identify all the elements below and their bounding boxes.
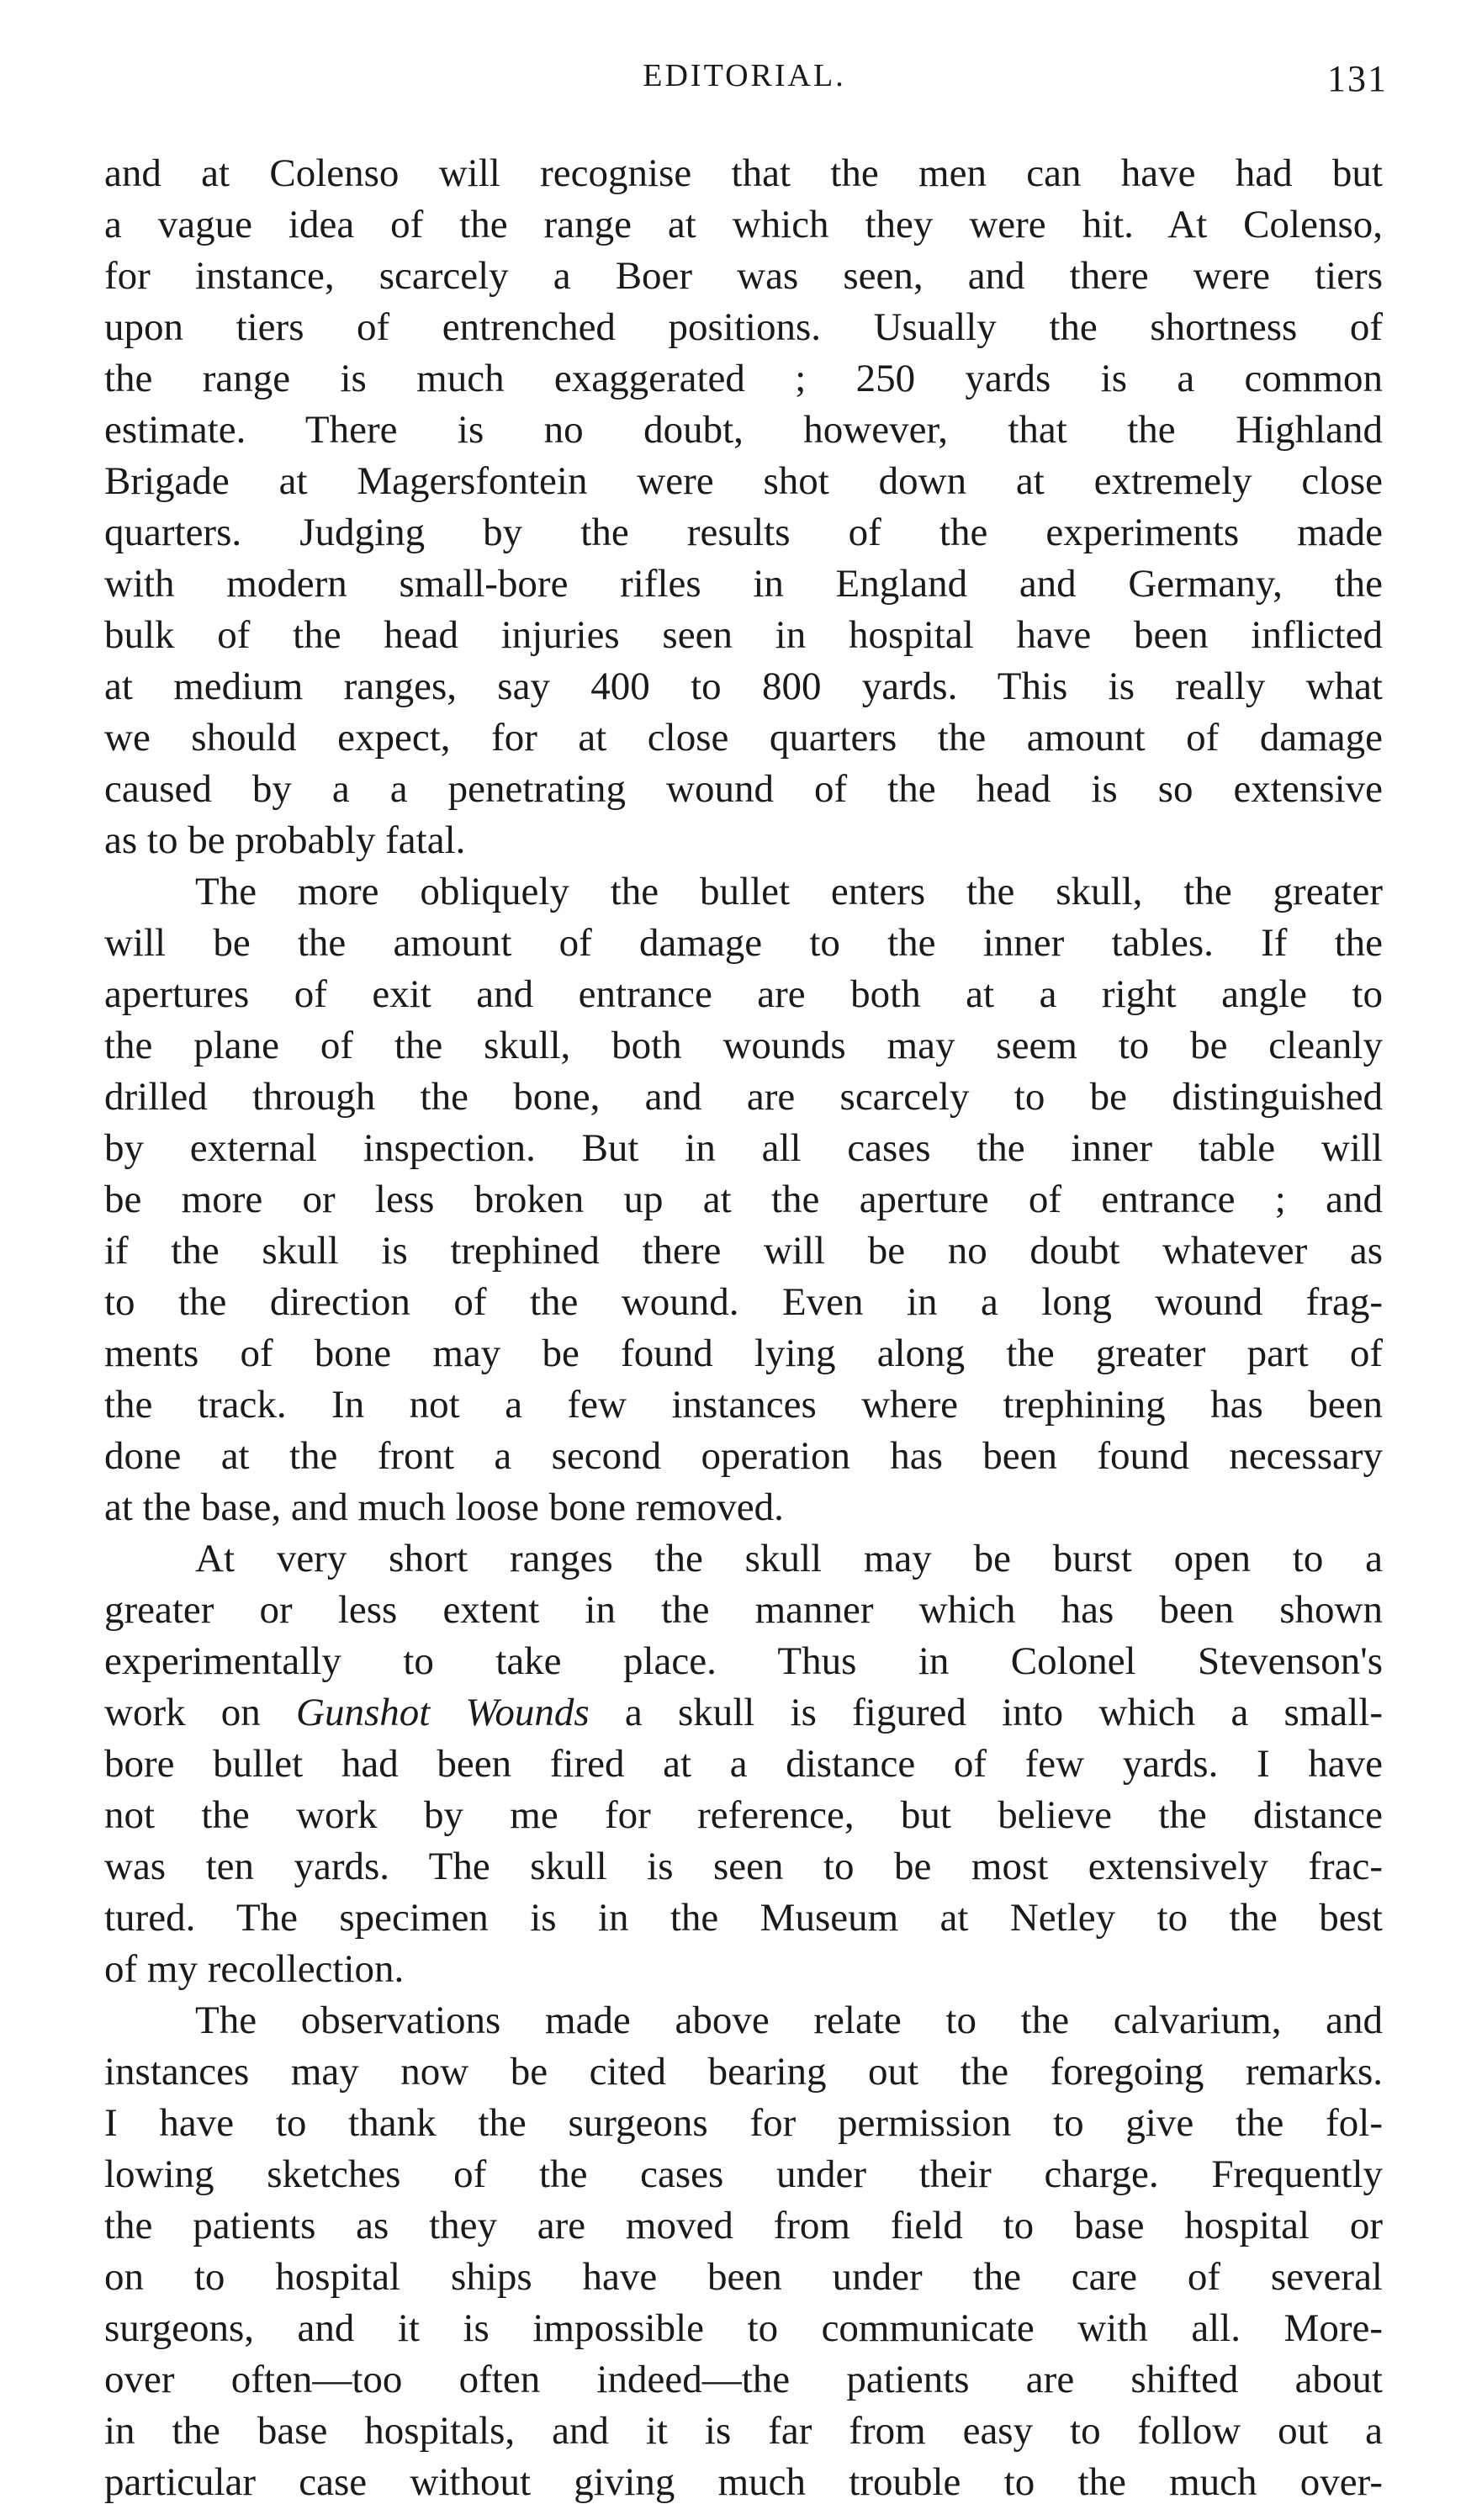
text-line: surgeons, and it is impossible to communicate with all. More- <box>104 2306 1383 2350</box>
text-line: be more or less broken up at the aperture of entrance ; and <box>104 1178 1383 1221</box>
text-line: will be the amount of damage to the inner tables. If the <box>104 921 1383 965</box>
text-line: at the base, and much loose bone removed. <box>104 1485 784 1529</box>
text-line: lowing sketches of the cases under their charge. Frequently <box>104 2152 1383 2196</box>
text-line: the range is much exaggerated ; 250 yards is a common <box>104 357 1383 400</box>
text-line: instances may now be cited bearing out the foregoing remarks. <box>104 2050 1383 2094</box>
paragraph-4 <box>104 1995 1383 2508</box>
text-line: was ten yards. The skull is seen to be most extensively frac- <box>104 1845 1383 1888</box>
text-line: if the skull is trephined there will be no doubt whatever as <box>104 1229 1383 1273</box>
text-line: a vague idea of the range at which they were hit. At Colenso, <box>104 203 1383 246</box>
text-line: particular case without giving much trouble to the much over- <box>104 2460 1383 2504</box>
running-head <box>101 57 1388 108</box>
text-line: by external inspection. But in all cases the inner table will <box>104 1126 1383 1170</box>
text-line: ments of bone may be found lying along the greater part of <box>104 1331 1383 1375</box>
running-title: EDITORIAL. <box>643 58 846 93</box>
text-line: greater or less extent in the manner which has been shown <box>104 1588 1383 1632</box>
text-line: the plane of the skull, both wounds may seem to be cleanly <box>104 1024 1383 1067</box>
body-text <box>104 148 1383 2508</box>
text-line: on to hospital ships have been under the care of several <box>104 2255 1383 2299</box>
paragraph-1 <box>104 148 1383 866</box>
text-line: not the work by me for reference, but believe the distance <box>104 1793 1383 1837</box>
text-line: for instance, scarcely a Boer was seen, and there were tiers <box>104 254 1383 298</box>
text-line: bore bullet had been fired at a distance of few yards. I have <box>104 1742 1383 1786</box>
text-line: experimentally to take place. Thus in Colonel Stevenson's <box>104 1639 1383 1683</box>
text-fragment: work on <box>104 1691 297 1734</box>
book-title-italic: Gunshot Wounds <box>296 1691 590 1734</box>
text-line: done at the front a second operation has been found necessary <box>104 1434 1383 1478</box>
text-line: Brigade at Magersfontein were shot down at extremely close <box>104 459 1383 503</box>
text-line: upon tiers of entrenched positions. Usually the shortness of <box>104 305 1383 349</box>
text-line: The observations made above relate to the calvarium, and <box>195 1999 1383 2042</box>
text-line: I have to thank the surgeons for permission to give the fol- <box>104 2101 1383 2145</box>
text-line: bulk of the head injuries seen in hospital have been inflicted <box>104 613 1383 657</box>
text-line: and at Colenso will recognise that the men can have had but <box>104 151 1383 195</box>
text-line: in the base hospitals, and it is far from easy to follow out a <box>104 2409 1383 2453</box>
text-line: At very short ranges the skull may be burst open to a <box>195 1537 1383 1580</box>
text-line: we should expect, for at close quarters the amount of damage <box>104 716 1383 760</box>
paragraph-2 <box>104 866 1383 1533</box>
page-number: 131 <box>1327 58 1388 99</box>
text-line: apertures of exit and entrance are both at a right angle to <box>104 972 1383 1016</box>
text-line: the patients as they are moved from field to base hospital or <box>104 2204 1383 2247</box>
text-line: caused by a a penetrating wound of the head is so extensive <box>104 767 1383 811</box>
text-line: drilled through the bone, and are scarcely to be distinguished <box>104 1075 1383 1119</box>
text-line: to the direction of the wound. Even in a long wound frag- <box>104 1280 1383 1324</box>
text-line: The more obliquely the bullet enters the skull, the greater <box>195 870 1383 913</box>
text-line: of my recollection. <box>104 1947 405 1991</box>
text-line: tured. The specimen is in the Museum at Netley to the best <box>104 1896 1383 1940</box>
text-line: at medium ranges, say 400 to 800 yards. This is really what <box>104 664 1383 708</box>
paragraph-3 <box>104 1533 1383 1995</box>
text-line: with modern small-bore rifles in England and Germany, the <box>104 562 1383 606</box>
text-line: as to be probably fatal. <box>104 818 466 862</box>
text-line-with-italic <box>104 1687 1383 1739</box>
text-line: estimate. There is no doubt, however, that the Highland <box>104 408 1383 452</box>
text-fragment: a skull is figured into which a small- <box>589 1691 1384 1734</box>
text-line: the track. In not a few instances where trephining has been <box>104 1383 1383 1427</box>
text-line: quarters. Judging by the results of the experiments made <box>104 511 1383 554</box>
text-line: over often—too often indeed—the patients are shifted about <box>104 2358 1383 2401</box>
